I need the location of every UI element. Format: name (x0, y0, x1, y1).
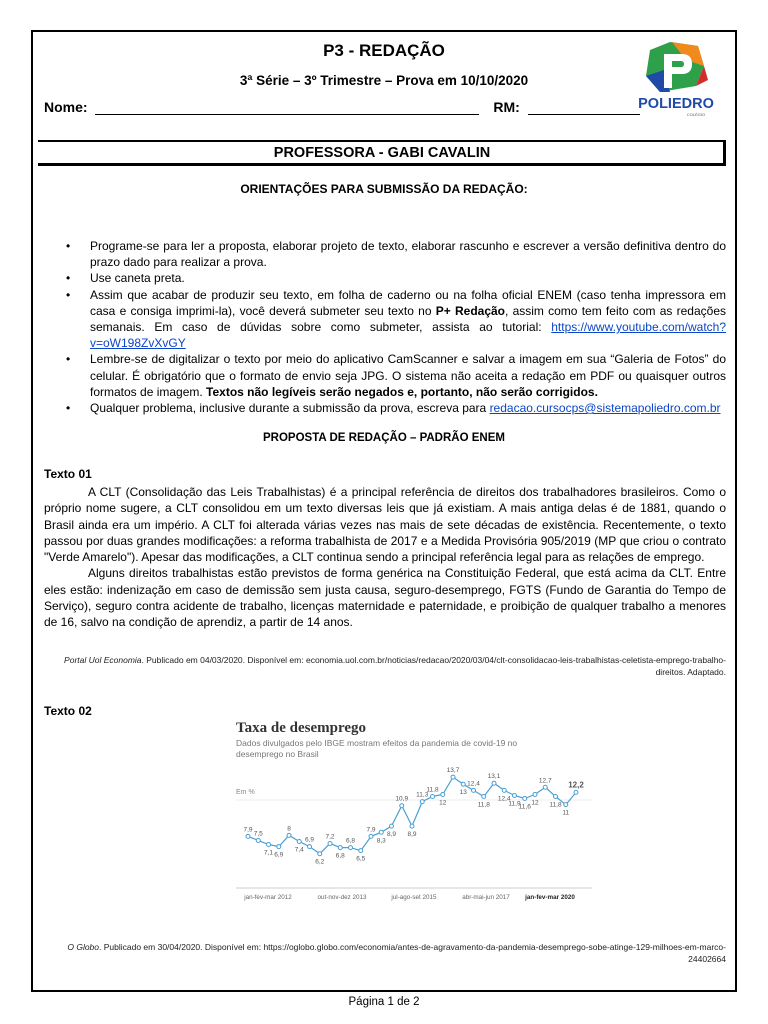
chart-data-label: 11,6 (518, 803, 531, 811)
chart-point (502, 788, 506, 792)
text-01-source: Portal Uol Economia. Publicado em 04/03/2020. Disponível em: economia.uol.com.br/noticias/redacao/2020/03/04/clt-consolidacao-leis-trabalhistas-celetista-emprego-trabalho-direitos. Adaptado. (64, 655, 726, 677)
chart-data-label: 8,9 (386, 831, 397, 839)
chart-point (256, 838, 260, 842)
guideline-item: • Qualquer problema, inclusive durante a submissão da prova, escreva para redacao.cursocps@sistemapoliedro.com.br (90, 400, 726, 416)
chart-point (431, 794, 435, 798)
chart-data-label: 12 (531, 799, 539, 807)
chart-point (390, 824, 394, 828)
chart-data-label: 13,1 (487, 773, 501, 781)
chart-x-tick-label: jul-ago-set 2015 (391, 894, 437, 901)
chart-data-label: 6,8 (345, 837, 356, 845)
chart-point (349, 846, 353, 850)
chart-svg (236, 716, 592, 906)
chart-point (287, 833, 291, 837)
chart-point (318, 852, 322, 856)
text-01-label: Texto 01 (44, 467, 92, 481)
guidelines-heading: ORIENTAÇÕES PARA SUBMISSÃO DA REDAÇÃO: (240, 182, 528, 196)
chart-subtitle: Dados divulgados pelo IBGE mostram efeitos da pandemia de covid-19 no desemprego no Brasil (236, 738, 518, 759)
chart-data-label: 12,4 (467, 780, 480, 788)
guidelines-list (44, 238, 726, 416)
exam-subtitle: 3ª Série – 3º Trimestre – Prova em 10/10/2020 (239, 73, 529, 88)
text-02-source: O Globo. Publicado em 30/04/2020. Disponível em: https://oglobo.globo.com/economia/antes-de-agravamento-da-pandemia-desemprego-sobe-atinge-129-milhoes-em-marco-24402664 (67, 942, 726, 964)
chart-points (246, 775, 578, 856)
unemployment-chart (236, 716, 592, 906)
chart-data-label: 7,9 (366, 826, 376, 834)
chart-data-label: 6,2 (315, 858, 325, 866)
chart-point (379, 830, 383, 834)
rm-label: RM: (493, 99, 520, 115)
chart-title: Taxa de desemprego (236, 720, 367, 736)
chart-y-label: Em % (236, 789, 255, 796)
chart-data-label: 7,2 (325, 833, 335, 841)
guideline-item: • Programe-se para ler a proposta, elaborar projeto de texto, elaborar rascunho e escrever a versão definitiva dentro do prazo dado para realizar a prova. (90, 238, 726, 270)
chart-data-label: 10,9 (395, 795, 409, 803)
chart-x-tick-label: jan-fev-mar 2012 (244, 894, 292, 901)
email-link[interactable]: redacao.cursocps@sistemapoliedro.com.br (489, 401, 721, 416)
chart-data-label: 8,3 (376, 837, 386, 845)
chart-point (513, 793, 517, 797)
chart-ticks (243, 894, 575, 901)
chart-data-label: 11,8 (477, 801, 490, 809)
teacher-name: PROFESSORA - GABI CAVALIN (273, 145, 491, 161)
name-label: Nome: (44, 99, 88, 115)
guideline-item: • Use caneta preta. (90, 270, 726, 286)
chart-data-label: 12,7 (538, 777, 552, 785)
name-field[interactable] (95, 100, 479, 115)
chart-point (574, 790, 578, 794)
chart-point (359, 849, 363, 853)
page-title: P3 - REDAÇÃO (323, 41, 445, 60)
chart-point (482, 794, 486, 798)
chart-data-label: 11,8 (426, 786, 439, 794)
chart-point (523, 797, 527, 801)
chart-point (277, 845, 281, 849)
tutorial-link[interactable]: https://www.youtube.com/watch?v=oW198ZvXvGY (90, 320, 726, 351)
chart-point (308, 845, 312, 849)
chart-point (267, 843, 271, 847)
logo-small-text: COLÉGIO (686, 112, 706, 117)
chart-subtitle-wrap (236, 738, 556, 768)
chart-point (246, 834, 250, 838)
chart-data-label: 13 (459, 789, 467, 797)
chart-x-tick-label: out-nov-dez 2013 (317, 894, 367, 901)
chart-data-label: 13,7 (446, 767, 460, 775)
chart-point (338, 846, 342, 850)
chart-data-label: 6,8 (335, 852, 345, 860)
chart-data-label: 7,1 (263, 849, 274, 857)
chart-point (297, 839, 301, 843)
chart-point (369, 834, 373, 838)
chart-point (410, 824, 414, 828)
page-footer: Página 1 de 2 (348, 996, 420, 1008)
chart-point (328, 842, 332, 846)
text-01-paragraph-1: A CLT (Consolidação das Leis Trabalhistas) é a principal referência de direitos dos trabalhadores brasileiros. Como o próprio nome sugere, a CLT consolidou em um texto diversas leis que já existiam. A mais antiga delas é de 1881, quando o Brasil ainda era um império. A CLT foi alterada várias vezes nas mais de sete décadas de existência. Recentemente, o texto passou por duas grandes modificações: a reforma trabalhista de 2017 e a Medida Provisória 905/2019 (MP que criou o contrato "Verde Amarelo"). Apesar das modificações, a CLT continua sendo a principal referência legal para as relações de emprego. (44, 485, 726, 565)
chart-data-label: 6,9 (274, 851, 284, 859)
proposal-heading: PROPOSTA DE REDAÇÃO – PADRÃO ENEM (263, 432, 505, 444)
chart-data-label: 7,9 (243, 826, 253, 834)
chart-data-label: 12,4 (497, 795, 511, 803)
rm-field[interactable] (528, 100, 640, 115)
chart-data-label: 11,9 (508, 800, 521, 808)
chart-data-label: 8,9 (407, 831, 417, 839)
chart-data-label: 7,5 (253, 830, 263, 838)
text-02-label: Texto 02 (44, 704, 92, 718)
name-rm-line (44, 99, 640, 115)
chart-data-label: 11 (562, 809, 570, 817)
guideline-item: • Lembre-se de digitalizar o texto por meio do aplicativo CamScanner e salvar a imagem em sua “Galeria de Fotos” do celular. É obrigatório que o formato de envio seja JPG. O sistema não aceita a redação em PDF ou quaisquer outros formatos de imagem. Textos não legíveis serão negados e, portanto, não serão corrigidos. (90, 351, 726, 400)
chart-data-label: 12 (439, 799, 447, 807)
chart-point (564, 803, 568, 807)
poliedro-logo-mark (636, 36, 716, 122)
chart-point (543, 785, 547, 789)
chart-data-label: 6,9 (304, 836, 315, 844)
chart-point (420, 800, 424, 804)
chart-point (472, 788, 476, 792)
chart-x-tick-label: abr-mai-jun 2017 (462, 894, 510, 901)
chart-data-label: 11,3 (416, 791, 429, 799)
chart-data-label: 11,8 (549, 801, 562, 809)
chart-point (461, 782, 465, 786)
logo-wordmark: POLIEDRO (638, 96, 714, 112)
poliedro-logo (636, 36, 716, 122)
chart-data-label: 12,2 (568, 780, 584, 790)
chart-point (554, 794, 558, 798)
chart-point (441, 792, 445, 796)
text-01-body (44, 484, 726, 631)
chart-labels (243, 767, 584, 866)
chart-point (492, 781, 496, 785)
chart-data-label: 6,5 (356, 855, 366, 863)
guideline-item: • Assim que acabar de produzir seu texto, em folha de caderno ou na folha oficial ENEM (caso tenha impressora em casa e consiga imprimi-la), você deverá submeter seu texto no P+ Redação, assim como tem feito com as redações semanais. Em caso de dúvidas sobre como submeter, assista ao tutorial: https://www.youtube.com/watch?v=oW198ZvXvGY (90, 287, 726, 352)
text-01-paragraph-2: Alguns direitos trabalhistas estão previstos de forma genérica na Constituição Federal, que está acima da CLT. Entre eles estão: indenização em caso de demissão sem justa causa, seguro-desemprego, FGTS (Fundo de Garantia do Tempo de Serviço), seguro contra acidente de trabalho, licenças maternidade e paternidade, e proibição de qualquer trabalho a menores de 16, salvo na condição de aprendiz, a partir de 14 anos. (44, 566, 726, 630)
chart-data-label: 7,4 (294, 846, 304, 854)
chart-data-label: 8 (287, 825, 291, 833)
chart-x-tick-label: jan-fev-mar 2020 (525, 894, 575, 901)
chart-point (533, 792, 537, 796)
chart-point (451, 775, 455, 779)
chart-point (400, 804, 404, 808)
